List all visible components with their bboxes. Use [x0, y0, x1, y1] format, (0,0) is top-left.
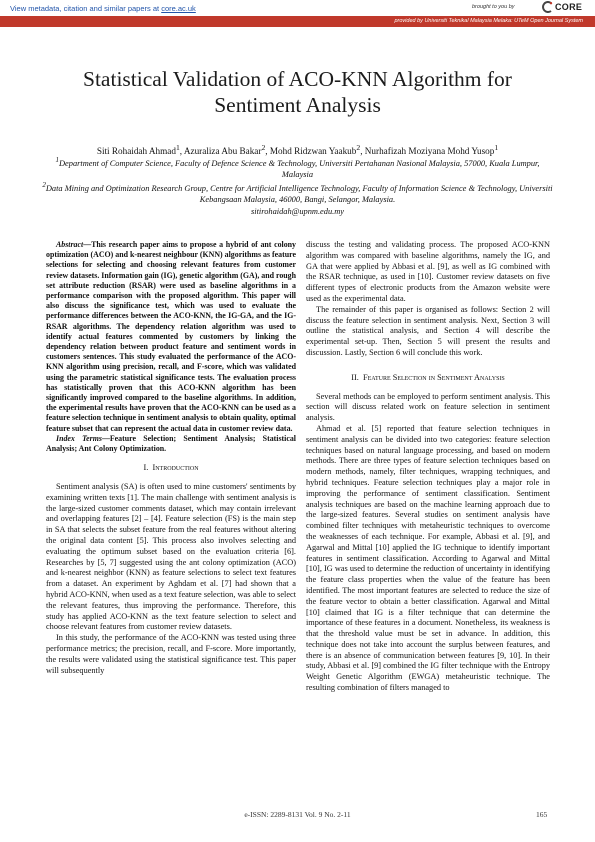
intro-paragraph-3: discuss the testing and validating process. The proposed ACO-KNN algorithm was compared with baseline algorithms, namely the IG, and GA that were applied by Abbasi et al. [9], as well as IG combined with the RSAR technique, as used in [10]. Customer review datasets on five different types of electronic products from the Amazon website were used as the experimental data.: [306, 240, 550, 303]
affiliation-2: [40, 180, 555, 205]
section-number: I.: [143, 463, 149, 473]
affiliation-1-sup: 1: [55, 156, 59, 164]
intro-paragraph-1: Sentiment analysis (SA) is often used to mine customers' sentiments by examining written texts [1]. The main challenge with sentiment analysis is the large-sized customer comments dataset, which may contain irrelevant and overlapping features [2] – [4]. Feature selection (FS) is the main step in SA that selects the subset feature from the real features without altering the original data content [5]. This process also involves selecting and evaluating the optimum subset based on the evaluation criteria [6]. Researches by [5, 7] suggested using the ant colony optimization (ACO) and k-nearest neighbor (KNN) as feature selections to select text features from a dataset. An experiment by Aghdam et al. [7] had shown that a hybrid ACO-KNN, when used as a text feature selection, was able to select the relevant features, thus improving the performance. Therefore, this study has applied ACO-KNN as the text feature selection to select and choose relevant features from customer review datasets.: [46, 482, 296, 632]
author-name: Siti Rohaidah Ahmad: [96, 146, 176, 157]
affiliation-1-text: Department of Computer Science, Faculty of Defence Science & Technology, Universiti Pertahanan Nasional Malaysia, 57000, Kuala Lumpur, Malaysia: [59, 158, 540, 179]
section-title: Feature Selection in Sentiment Analysis: [363, 372, 505, 382]
right-column: [306, 240, 550, 694]
index-terms: [46, 434, 296, 454]
view-metadata-prefix: View metadata, citation and similar papers at: [10, 4, 162, 13]
section-heading-feature-selection: [306, 373, 550, 384]
author-sup: 1: [494, 143, 499, 152]
provided-by-bar: [0, 16, 595, 27]
section-heading-introduction: [46, 463, 296, 474]
left-column: [46, 240, 296, 676]
affiliation-2-text: Data Mining and Optimization Research Group, Centre for Artificial Intelligence Technology, Faculty of Information Science & Technology, Universiti Kebangsaan Malaysia, 46000, Bangi, Selangor, Malaysia.: [45, 183, 553, 204]
author-name: Nurhafizah Moziyana Mohd Yusop: [364, 146, 495, 157]
author-name: Azuraliza Abu Bakar: [183, 146, 262, 157]
author-email[interactable]: sitirohaidah@upnm.edu.my: [251, 207, 344, 216]
author-list: Siti Rohaidah Ahmad$^1$, Azuraliza Abu Bakar$^2$, Mohd Ridzwan Yaakub$^2$, Nurhafizah Moziyana Mohd Yusop$^1$: [96, 143, 499, 157]
abstract: [46, 240, 296, 434]
view-metadata-link[interactable]: [10, 4, 196, 13]
core-logo[interactable]: [541, 1, 587, 13]
brought-by-label: brought to you by: [472, 4, 515, 10]
sec2-paragraph-1: Several methods can be employed to perform sentiment analysis. This section will discuss related work on feature selection in sentiment analysis.: [306, 391, 550, 423]
provided-by-text: provided by Universiti Teknikal Malaysia Melaka: UTeM Open Journal System: [394, 17, 583, 24]
intro-paragraph-2: In this study, the performance of the ACO-KNN was tested using three performance metrics; the precision, recall, and F-score. More importantly, the results were validated using the statistical significance test. This paper will subsequently: [46, 633, 296, 675]
paper-title: Statistical Validation of ACO-KNN Algorithm for Sentiment Analysis: [83, 67, 512, 117]
author-sup: 2: [356, 143, 361, 152]
author-sup: 1: [175, 143, 180, 152]
core-url-link[interactable]: core.ac.uk: [161, 4, 196, 13]
page-number: 165: [536, 810, 548, 819]
index-terms-label: Index Terms: [56, 433, 102, 443]
core-logo-icon: [541, 1, 554, 13]
section-number: II.: [351, 372, 359, 382]
index-terms-text: —Feature Selection; Sentiment Analysis; Statistical Analysis; Ant Colony Optimization.: [46, 433, 296, 454]
affiliation-1: [40, 155, 555, 180]
abstract-text: —This research paper aims to propose a hybrid of ant colony optimization (ACO) and k-nearest neighbour (KNN) algorithms as feature selections for selecting and choosing relevant features from customer review datasets. Information gain (IG), genetic algorithm (GA), and rough set attribute reduction (RSAR) were used as baseline algorithms in a performance comparison with the proposed algorithm. This paper will also discuss the significance test, which was used to evaluate the performance differences between the ACO-KNN, the IG-GA, and the IG-RSAR algorithms. The dependency relation algorithm was used to identify actual features commented by customers by linking the dependency relation between product feature and sentiment words in customers sentences. This study evaluated the performance of the ACO-KNN algorithm using precision, recall, and F-score, which was validated using the parametric statistical significance tests. The evaluation process has statistically proven that this ACO-KNN algorithm has been significantly improved compared to the baseline algorithms. In addition, the experimental results have proven that the ACO-KNN can be used as a feature selection technique in sentiment analysis to obtain quality, optimal feature subset that can represent the actual data in customer review data.: [46, 240, 297, 433]
section-title: Introduction: [152, 463, 199, 473]
abstract-label: Abstract: [56, 240, 84, 249]
core-logo-text: CORE: [555, 2, 583, 12]
author-name: Mohd Ridzwan Yaakub: [269, 146, 357, 157]
author-sup: 2: [261, 143, 266, 152]
footer-issn: e-ISSN: 2289-8131 Vol. 9 No. 2-11: [244, 810, 351, 819]
sec2-paragraph-2: Ahmad et al. [5] reported that feature selection techniques in sentiment analysis can be divided into two categories: feature selection techniques based on natural language processing, and based on modern methods. There are three types of feature selection techniques based on modern methods, namely, filter techniques, wrapping techniques, and hybrid techniques. Feature selection techniques play a major role in improving the performance of sentiment classification. Sentiment analysis techniques are based on the machine learning approach due to the large-sized features. Several studies on sentiment analysis have combined filter techniques with metaheuristic techniques to overcome the weaknesses of each technique. For example, Abbasi et al. [9], and Agarwal and Mittal [10] applied the IG technique to identify important features in sentiment classification. According to Agarwal and Mittal [10], IG was used to determine the reduction of uncertainty in identifying the feature class properties when the value of the feature has been identified. The most important features are selected to reduce the size of the feature vector to obtain a better classification. Agarwal and Mittal [10] claimed that IG is a filter technique that can determine the importance of these features in a document. Nonetheless, its weakness is that the threshold value must be set in advance. In addition, this technique does not take into account the surplus between features, and there is an absence of communication between features [9, 10]. In their study, Abbasi et al. [9] combined the IG filter technique with the Entropy Weight Genetic Algorithm (EWGA) metaheuristic technique. The resulting combination of filters managed to: [306, 423, 550, 693]
intro-paragraph-4: The remainder of this paper is organised as follows: Section 2 will discuss the feature selection in sentiment analysis. Next, Section 3 will outline the statistical analysis, and Section 4 will describe the experimental set-up. Then, Section 5 will present the results and discussion. Lastly, Section 6 will conclude this work.: [306, 304, 550, 357]
affiliation-2-sup: 2: [42, 181, 46, 189]
